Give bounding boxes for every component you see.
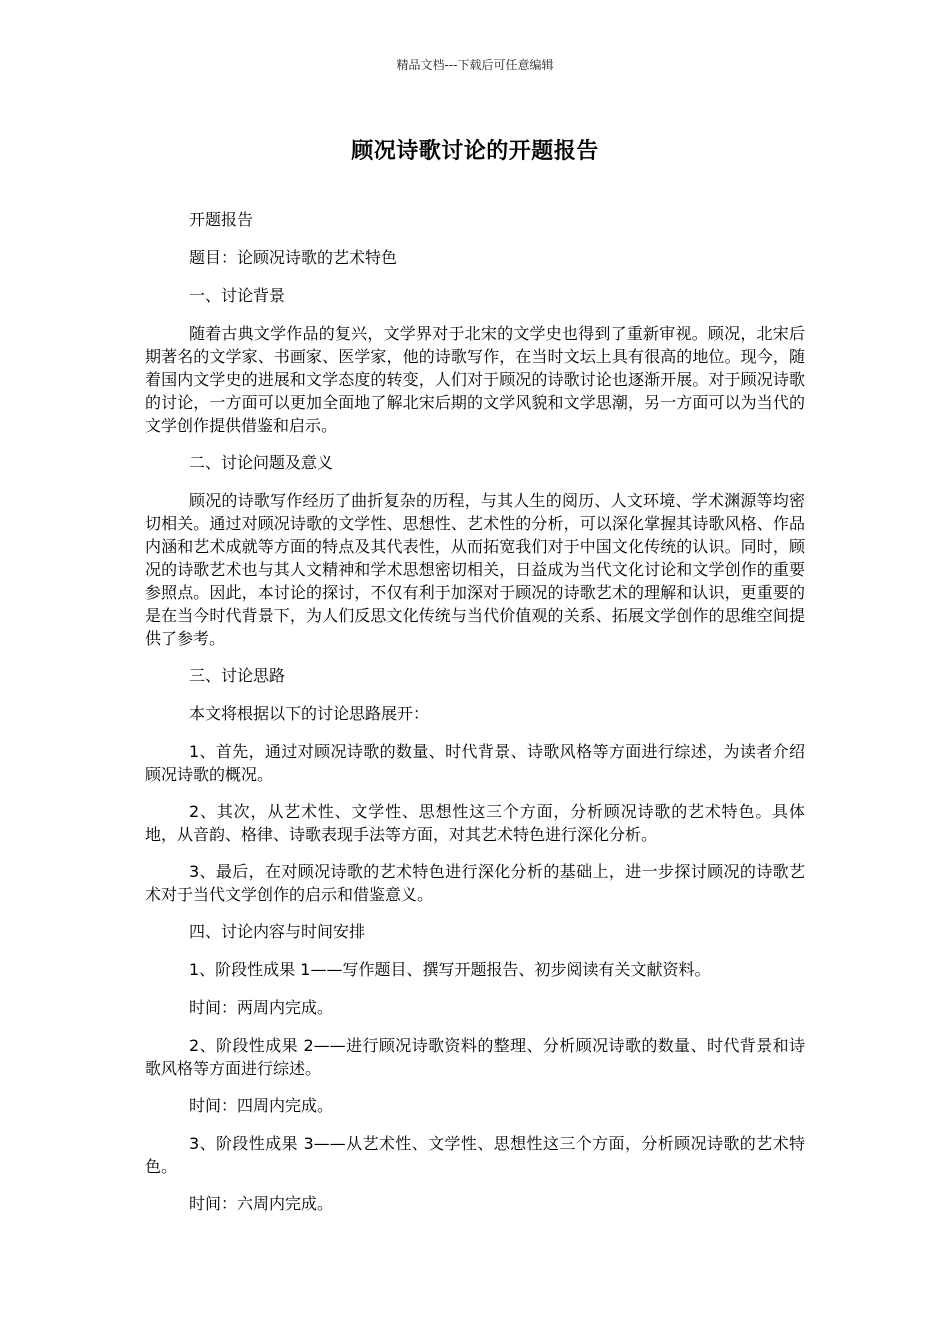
- paragraph-stage-1: 1、阶段性成果 1——写作题目、撰写开题报告、初步阅读有关文献资料。: [189, 960, 711, 979]
- section-heading-background: 一、讨论背景: [189, 286, 286, 305]
- document-title: 顾况诗歌讨论的开题报告: [351, 139, 599, 164]
- paragraph-stage-2-time: 时间：四周内完成。: [189, 1096, 334, 1115]
- paragraph-approach-step-2: 2、其次，从艺术性、文学性、思想性这三个方面，分析顾况诗歌的艺术特色。具体地，从音韵、格律、诗歌表现手法等方面，对其艺术特色进行深化分析。: [145, 802, 805, 844]
- paragraph-stage-2: 2、阶段性成果 2——进行顾况诗歌资料的整理、分析顾况诗歌的数量、时代背景和诗歌风格等方面进行综述。: [145, 1036, 805, 1078]
- paragraph-stage-3-time: 时间：六周内完成。: [189, 1194, 334, 1213]
- paragraph-problem: 顾况的诗歌写作经历了曲折复杂的历程，与其人生的阅历、人文环境、学术渊源等均密切相关。通过对顾况诗歌的文学性、思想性、艺术性的分析，可以深化掌握其诗歌风格、作品内涵和艺术成就等方面的特点及其代表性，从而拓宽我们对于中国文化传统的认识。同时，顾况的诗歌艺术也与其人文精神和学术思想密切相关，日益成为当代文化讨论和文学创作的重要参照点。因此，本讨论的探讨，不仅有利于加深对于顾况的诗歌艺术的理解和认识，更重要的是在当今时代背景下，为人们反思文化传统与当代价值观的关系、拓展文学创作的思维空间提供了参考。: [145, 491, 805, 648]
- paragraph-stage-1-time: 时间：两周内完成。: [189, 998, 334, 1017]
- section-heading-schedule: 四、讨论内容与时间安排: [189, 922, 366, 941]
- document-body: [145, 208, 805, 1230]
- paragraph-topic: 题目：论顾况诗歌的艺术特色: [189, 248, 398, 267]
- page-header: 精品文档---下载后可任意编辑: [396, 58, 554, 72]
- paragraph-stage-3: 3、阶段性成果 3——从艺术性、文学性、思想性这三个方面，分析顾况诗歌的艺术特色。: [145, 1134, 805, 1176]
- section-heading-problem: 二、讨论问题及意义: [189, 453, 334, 472]
- paragraph-approach-step-3: 3、最后，在对顾况诗歌的艺术特色进行深化分析的基础上，进一步探讨顾况的诗歌艺术对于当代文学创作的启示和借鉴意义。: [145, 862, 805, 904]
- paragraph-approach-step-1: 1、首先，通过对顾况诗歌的数量、时代背景、诗歌风格等方面进行综述，为读者介绍顾况诗歌的概况。: [145, 742, 805, 784]
- section-heading-approach: 三、讨论思路: [189, 666, 286, 685]
- paragraph-approach-intro: 本文将根据以下的讨论思路展开：: [189, 704, 430, 723]
- paragraph-background: 随着古典文学作品的复兴，文学界对于北宋的文学史也得到了重新审视。顾况，北宋后期著名的文学家、书画家、医学家，他的诗歌写作，在当时文坛上具有很高的地位。现今，随着国内文学史的进展和文学态度的转变，人们对于顾况的诗歌讨论也逐渐开展。对于顾况诗歌的讨论，一方面可以更加全面地了解北宋后期的文学风貌和文学思潮，另一方面可以为当代的文学创作提供借鉴和启示。: [145, 324, 805, 435]
- paragraph-report-label: 开题报告: [189, 210, 254, 229]
